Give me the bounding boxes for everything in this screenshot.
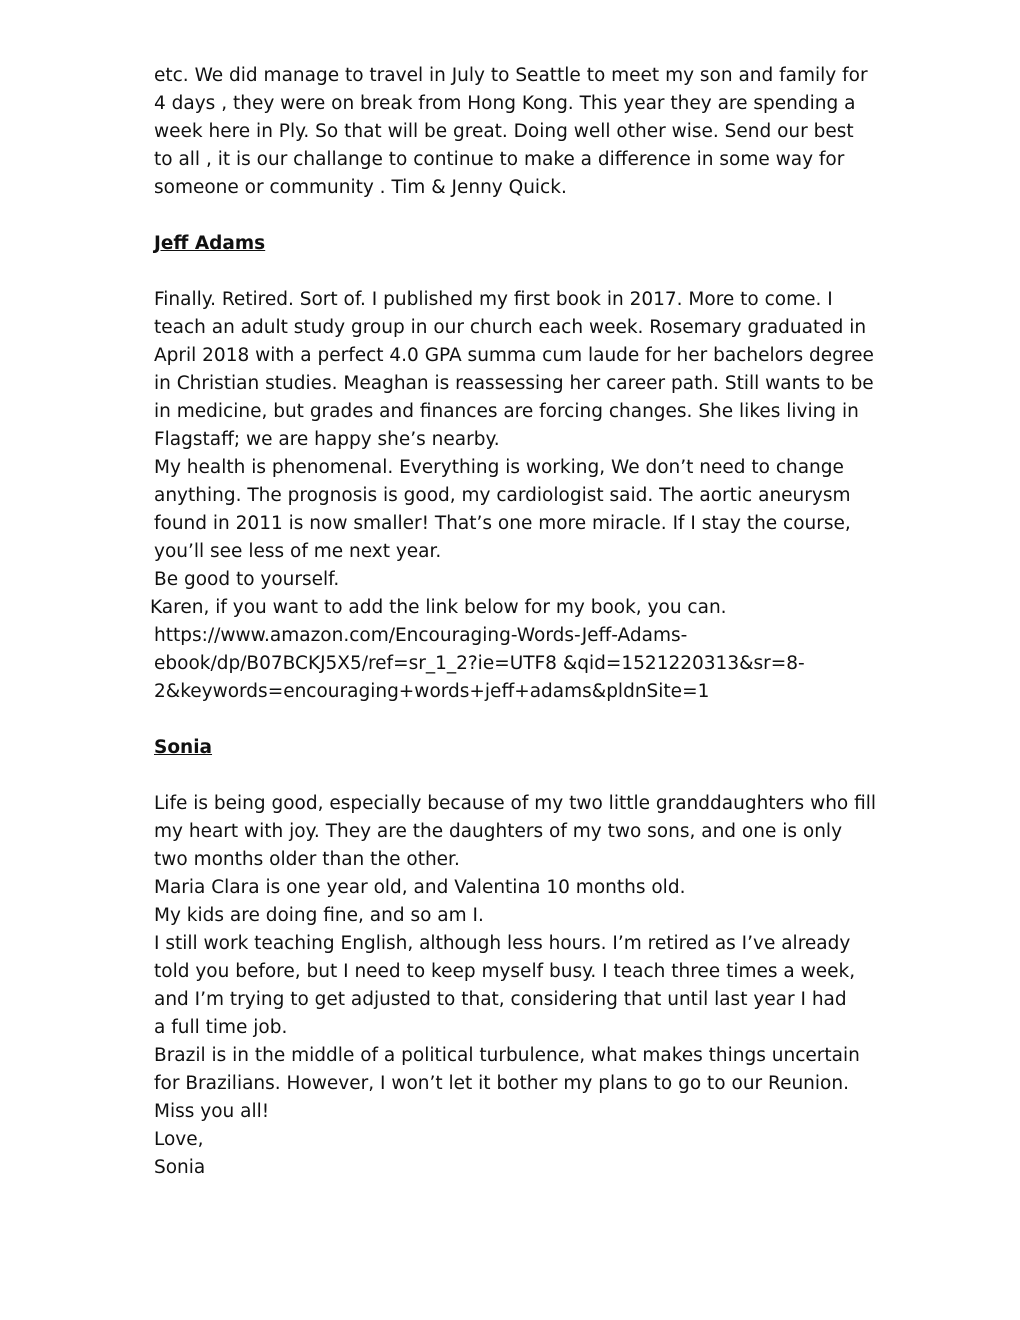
text-line: to all , it is our challange to continue to make a difference in some way for xyxy=(154,149,845,170)
text-line: Life is being good, especially because of my two little granddaughters who fill xyxy=(154,793,877,814)
text-line: Love, xyxy=(154,1129,204,1150)
text-line: Miss you all! xyxy=(154,1101,270,1122)
text-line: you’ll see less of me next year. xyxy=(154,541,442,562)
paragraph-gap xyxy=(154,202,894,230)
text-line: in Christian studies. Meaghan is reassessing her career path. Still wants to be xyxy=(154,373,874,394)
text-line: My kids are doing fine, and so am I. xyxy=(154,905,484,926)
paragraph-gap xyxy=(154,258,894,286)
text-line: anything. The prognosis is good, my cardiologist said. The aortic aneurysm xyxy=(154,485,851,506)
text-line: told you before, but I need to keep myself busy. I teach three times a week, xyxy=(154,961,856,982)
text-line: Maria Clara is one year old, and Valentina 10 months old. xyxy=(154,877,686,898)
text-line: Sonia xyxy=(154,1157,206,1178)
text-line: Finally. Retired. Sort of. I published my first book in 2017. More to come. I xyxy=(154,289,833,310)
text-line: found in 2011 is now smaller! That’s one more miracle. If I stay the course, xyxy=(154,513,851,534)
text-line: My health is phenomenal. Everything is working, We don’t need to change xyxy=(154,457,844,478)
text-line: week here in Ply. So that will be great. Doing well other wise. Send our best xyxy=(154,121,854,142)
section-heading: Jeff Adams xyxy=(154,233,266,254)
text-line: a full time job. xyxy=(154,1017,288,1038)
text-line: in medicine, but grades and finances are forcing changes. She likes living in xyxy=(154,401,859,422)
text-line: etc. We did manage to travel in July to Seattle to meet my son and family for xyxy=(154,65,868,86)
text-line: Brazil is in the middle of a political turbulence, what makes things uncertain xyxy=(154,1045,860,1066)
text-line: Be good to yourself. xyxy=(154,569,340,590)
text-line: my heart with joy. They are the daughters of my two sons, and one is only xyxy=(154,821,843,842)
text-line: two months older than the other. xyxy=(154,849,460,870)
book-link-line: ebook/dp/B07BCKJ5X5/ref=sr_1_2?ie=UTF8 &qid=1521220313&sr=8- xyxy=(154,653,805,674)
text-line: April 2018 with a perfect 4.0 GPA summa cum laude for her bachelors degree xyxy=(154,345,874,366)
text-line: Karen, if you want to add the link below for my book, you can. xyxy=(150,597,727,618)
section-continuation xyxy=(154,62,894,202)
section-heading: Sonia xyxy=(154,737,213,758)
text-line: Flagstaff; we are happy she’s nearby. xyxy=(154,429,500,450)
book-link-line: 2&keywords=encouraging+words+jeff+adams&pldnSite=1 xyxy=(154,681,710,702)
text-line: I still work teaching English, although less hours. I’m retired as I’ve already xyxy=(154,933,851,954)
text-line: for Brazilians. However, I won’t let it bother my plans to go to our Reunion. xyxy=(154,1073,849,1094)
paragraph-gap xyxy=(154,706,894,734)
text-line: and I’m trying to get adjusted to that, considering that until last year I had xyxy=(154,989,847,1010)
document-body xyxy=(150,62,894,1182)
book-link-line: https://www.amazon.com/Encouraging-Words-Jeff-Adams- xyxy=(154,625,688,646)
paragraph-gap xyxy=(154,762,894,790)
text-line: teach an adult study group in our church each week. Rosemary graduated in xyxy=(154,317,867,338)
text-line: 4 days , they were on break from Hong Kong. This year they are spending a xyxy=(154,93,856,114)
section-sonia xyxy=(154,734,894,1182)
section-jeff-adams xyxy=(150,230,894,706)
text-line: someone or community . Tim & Jenny Quick. xyxy=(154,177,567,198)
